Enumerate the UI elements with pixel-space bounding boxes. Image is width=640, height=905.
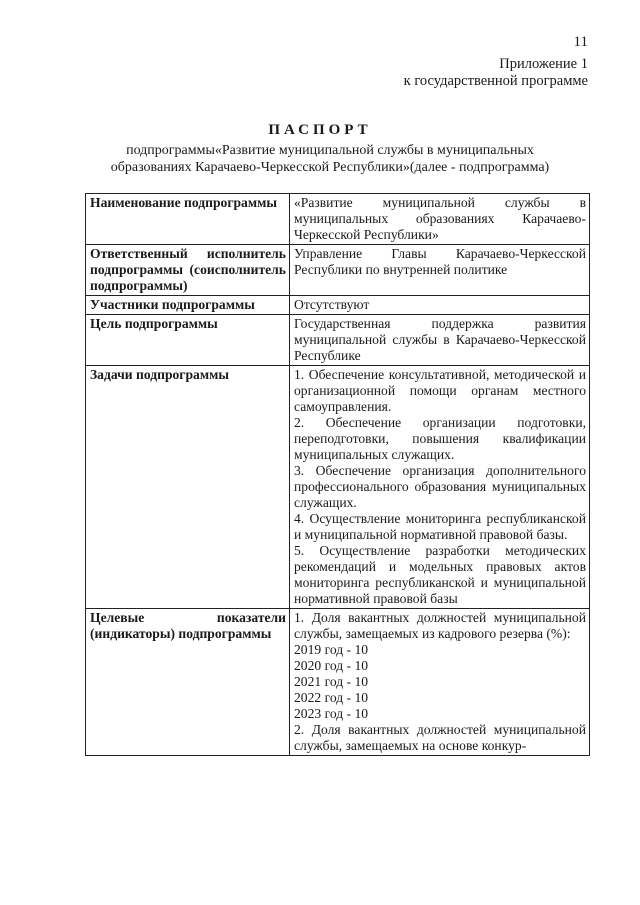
table-row xyxy=(86,366,590,609)
subtitle-line-2: образованиях Карачаево-Черкесской Республики»(далее - подпрограмма) xyxy=(110,160,550,175)
row-label: Ответственный исполнитель подпрограммы (соисполнитель подпрограммы) xyxy=(86,245,290,296)
value-paragraph: 2. Доля вакантных должностей муниципальной службы, замещаемых на основе конкур- xyxy=(294,722,586,753)
appendix-header xyxy=(404,56,588,90)
passport-table xyxy=(85,193,590,756)
subtitle-line-1: подпрограммы«Развитие муниципальной службы в муниципальных xyxy=(126,143,534,158)
row-value xyxy=(290,245,590,296)
value-paragraph: 2023 год - 10 xyxy=(294,706,369,721)
value-paragraph: 3. Обеспечение организация дополнительного профессионального образования муниципальных служащих. xyxy=(294,463,586,510)
page-number: 11 xyxy=(573,34,588,50)
value-paragraph: 1. Доля вакантных должностей муниципальной службы, замещаемых из кадрового резерва (%): xyxy=(294,610,586,641)
row-value xyxy=(290,194,590,245)
document-title: ПАСПОРТ xyxy=(268,122,372,138)
row-value xyxy=(290,296,590,315)
value-paragraph: 2020 год - 10 xyxy=(294,658,369,673)
appendix-line-1: Приложение 1 xyxy=(499,56,588,72)
row-label: Целевые показатели (индикаторы) подпрограммы xyxy=(86,609,290,756)
row-label: Цель подпрограммы xyxy=(86,315,290,366)
value-paragraph: Управление Главы Карачаево-Черкесской Республики по внутренней политике xyxy=(294,246,586,277)
appendix-line-2: к государственной программе xyxy=(403,73,588,89)
value-paragraph: 1. Обеспечение консультативной, методической и организационной помощи органам местного самоуправления. xyxy=(294,367,586,414)
row-label: Наименование подпрограммы xyxy=(86,194,290,245)
row-value xyxy=(290,366,590,609)
value-paragraph: 2022 год - 10 xyxy=(294,690,369,705)
table-row xyxy=(86,609,590,756)
value-paragraph: Государственная поддержка развития муниципальной службы в Карачаево-Черкесской Республике xyxy=(294,316,586,363)
row-value xyxy=(290,609,590,756)
table-row xyxy=(86,296,590,315)
row-label: Задачи подпрограммы xyxy=(86,366,290,609)
value-paragraph: «Развитие муниципальной службы в муниципальных образованиях Карачаево-Черкесской Республики» xyxy=(294,195,586,242)
row-value xyxy=(290,315,590,366)
table-row xyxy=(86,315,590,366)
value-paragraph: 4. Осуществление мониторинга республиканской и муниципальной нормативной правовой базы. xyxy=(294,511,586,542)
value-paragraph: Отсутствуют xyxy=(294,297,370,312)
row-label: Участники подпрограммы xyxy=(86,296,290,315)
table-row xyxy=(86,194,590,245)
value-paragraph: 2. Обеспечение организации подготовки, переподготовки, повышения квалификации муниципальных служащих. xyxy=(294,415,586,462)
table-row xyxy=(86,245,590,296)
value-paragraph: 2019 год - 10 xyxy=(294,642,369,657)
document-subtitle xyxy=(90,142,570,176)
value-paragraph: 2021 год - 10 xyxy=(294,674,369,689)
value-paragraph: 5. Осуществление разработки методических рекомендаций и модельных правовых актов мониторинга республиканской и муниципальной нормативной правовой базы xyxy=(294,543,586,606)
